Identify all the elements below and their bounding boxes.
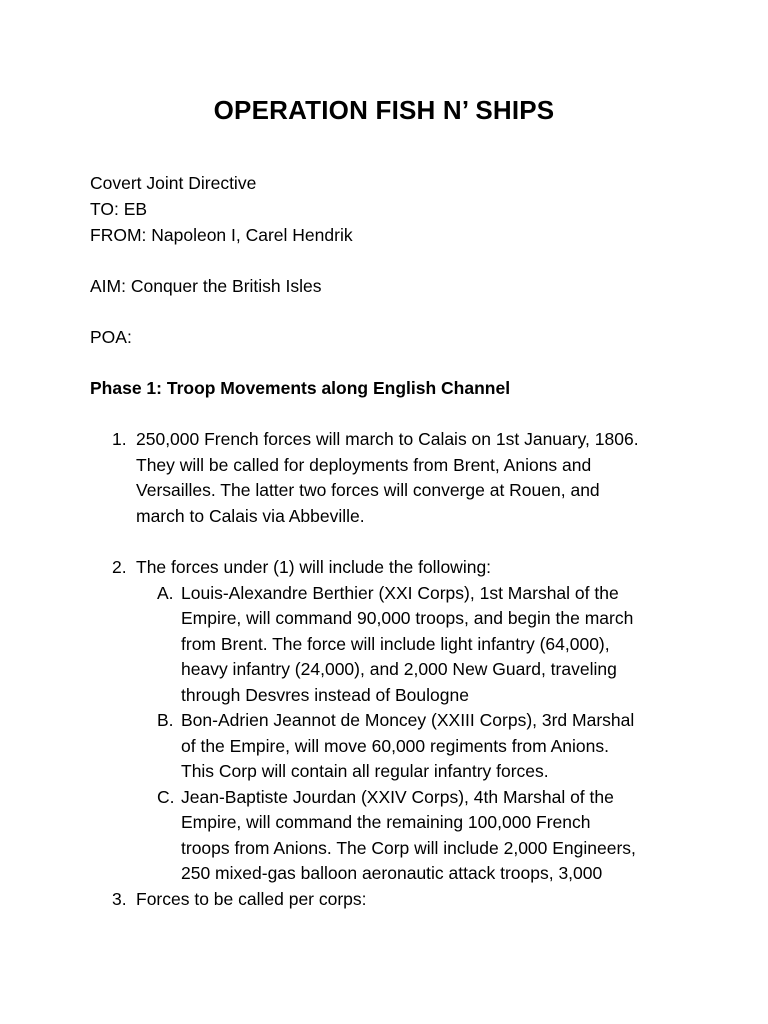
sublist-letter: C. <box>157 786 175 807</box>
list-item-line: They will be called for deployments from Brent, Anions and <box>136 454 592 475</box>
directive-type: Covert Joint Directive <box>90 173 257 193</box>
list-item-1 <box>112 427 712 529</box>
list-number: 2. <box>112 557 127 577</box>
list-item-line: 250,000 French forces will march to Calais on 1st January, 1806. <box>136 429 639 449</box>
ordered-list <box>112 427 712 529</box>
sublist-letter: A. <box>157 582 174 603</box>
document-title: OPERATION FISH N’ SHIPS <box>213 95 555 125</box>
sublist-line: heavy infantry (24,000), and 2,000 New Guard, traveling <box>181 659 617 679</box>
sublist-line: troops from Anions. The Corp will include 2,000 Engineers, <box>181 837 636 858</box>
list-number: 3. <box>112 888 127 909</box>
list-item-3 <box>112 887 712 913</box>
list-number: 1. <box>112 429 127 449</box>
sublist-line: 250 mixed-gas balloon aeronautic attack troops, 3,000 <box>181 863 603 883</box>
list-item-line: Forces to be called per corps: <box>136 888 367 909</box>
sublist-line: through Desvres instead of Boulogne <box>181 684 469 705</box>
list-item-line: Versailles. The latter two forces will converge at Rouen, and <box>136 480 600 500</box>
sublist-letter: B. <box>157 710 174 730</box>
sublist-line: from Brent. The force will include light infantry (64,000), <box>181 633 610 654</box>
ordered-list <box>112 555 712 912</box>
list-item-line: march to Calais via Abbeville. <box>136 505 365 526</box>
sublist-line: of the Empire, will move 60,000 regiments from Anions. <box>181 735 609 756</box>
recipient-line: TO: EB <box>90 199 148 219</box>
sublist-item-b <box>157 708 712 785</box>
list-item-2 <box>112 555 712 581</box>
sublist-line: Empire, will command the remaining 100,000 French <box>181 812 591 832</box>
sublist-line: Bon-Adrien Jeannot de Moncey (XXIII Corps), 3rd Marshal <box>181 710 635 730</box>
sublist-item-a <box>157 581 712 709</box>
poa-label: POA: <box>90 327 132 347</box>
sublist-line: This Corp will contain all regular infantry forces. <box>181 761 549 781</box>
sender-line: FROM: Napoleon I, Carel Hendrik <box>90 225 353 245</box>
sublist-line: Louis-Alexandre Berthier (XXI Corps), 1st Marshal of the <box>181 582 619 603</box>
sublist-line: Empire, will command 90,000 troops, and begin the march <box>181 608 634 628</box>
phase1-heading: Phase 1: Troop Movements along English Channel <box>90 378 511 398</box>
list-item-line: The forces under (1) will include the following: <box>136 557 492 577</box>
aim-line: AIM: Conquer the British Isles <box>90 276 322 296</box>
sublist-line: Jean-Baptiste Jourdan (XXIV Corps), 4th Marshal of the <box>181 786 614 807</box>
sublist-item-c <box>157 785 712 887</box>
